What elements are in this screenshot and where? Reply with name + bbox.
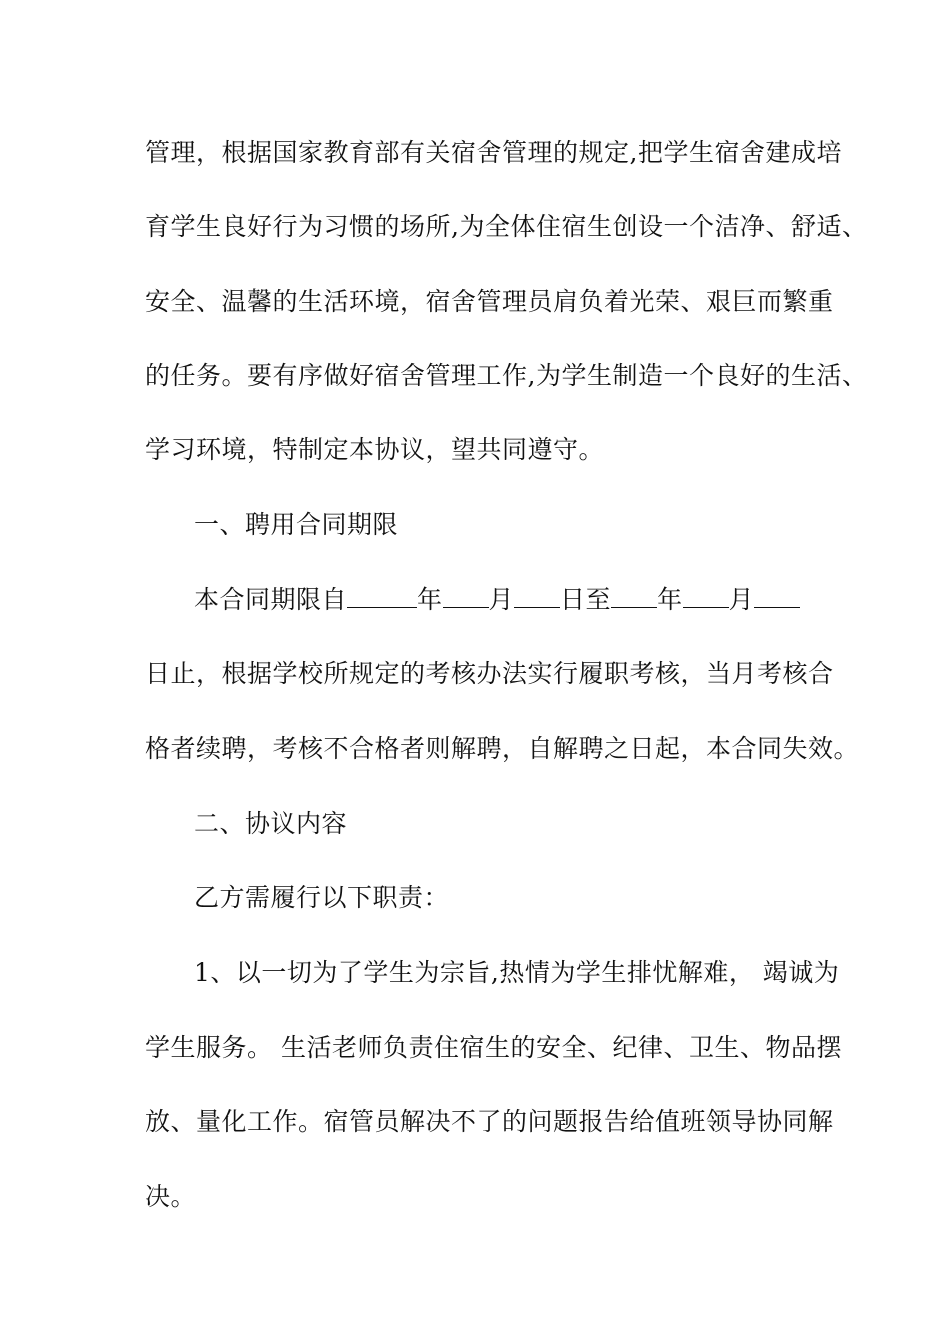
- paragraph-line: 放、量化工作。宿管员解决不了的问题报告给值班领导协同解: [145, 1107, 834, 1136]
- blank-field: [347, 585, 417, 608]
- paragraph-line: 1、以一切为了学生为宗旨,热情为学生排忧解难， 竭诚为: [194, 958, 840, 987]
- paragraph-line: 格者续聘，考核不合格者则解聘，自解聘之日起，本合同失效。: [145, 734, 860, 763]
- term-month: 月: [488, 585, 515, 614]
- paragraph-line: 的任务。要有序做好宿舍管理工作,为学生制造一个良好的生活、: [145, 361, 868, 390]
- section-heading-term: 一、聘用合同期限: [194, 510, 399, 539]
- paragraph-line: 学生服务。 生活老师负责住宿生的安全、纪律、卫生、物品摆: [145, 1033, 842, 1062]
- term-year: 年: [417, 585, 443, 614]
- duties-intro: 乙方需履行以下职责：: [194, 883, 450, 912]
- blank-field: [514, 585, 560, 608]
- blank-field: [754, 585, 800, 608]
- paragraph-line: 安全、温馨的生活环境，宿舍管理员肩负着光荣、艰巨而繁重: [145, 287, 834, 316]
- section-heading-content: 二、协议内容: [194, 809, 348, 838]
- paragraph-line: 管理，根据国家教育部有关宿舍管理的规定,把学生宿舍建成培: [145, 138, 842, 167]
- paragraph-line: 育学生良好行为习惯的场所,为全体住宿生创设一个洁净、舒适、: [145, 212, 868, 241]
- paragraph-line: 决。: [145, 1182, 197, 1211]
- paragraph-line: 日止，根据学校所规定的考核办法实行履职考核，当月考核合: [145, 659, 834, 688]
- term-day-to: 日至: [560, 585, 612, 614]
- blank-field: [443, 585, 489, 608]
- term-year: 年: [657, 585, 683, 614]
- blank-field: [611, 585, 657, 608]
- contract-term-line: [194, 580, 874, 620]
- blank-field: [683, 585, 729, 608]
- term-month: 月: [728, 585, 755, 614]
- term-prefix: 本合同期限自: [194, 585, 348, 614]
- paragraph-line: 学习环境，特制定本协议，望共同遵守。: [145, 435, 605, 464]
